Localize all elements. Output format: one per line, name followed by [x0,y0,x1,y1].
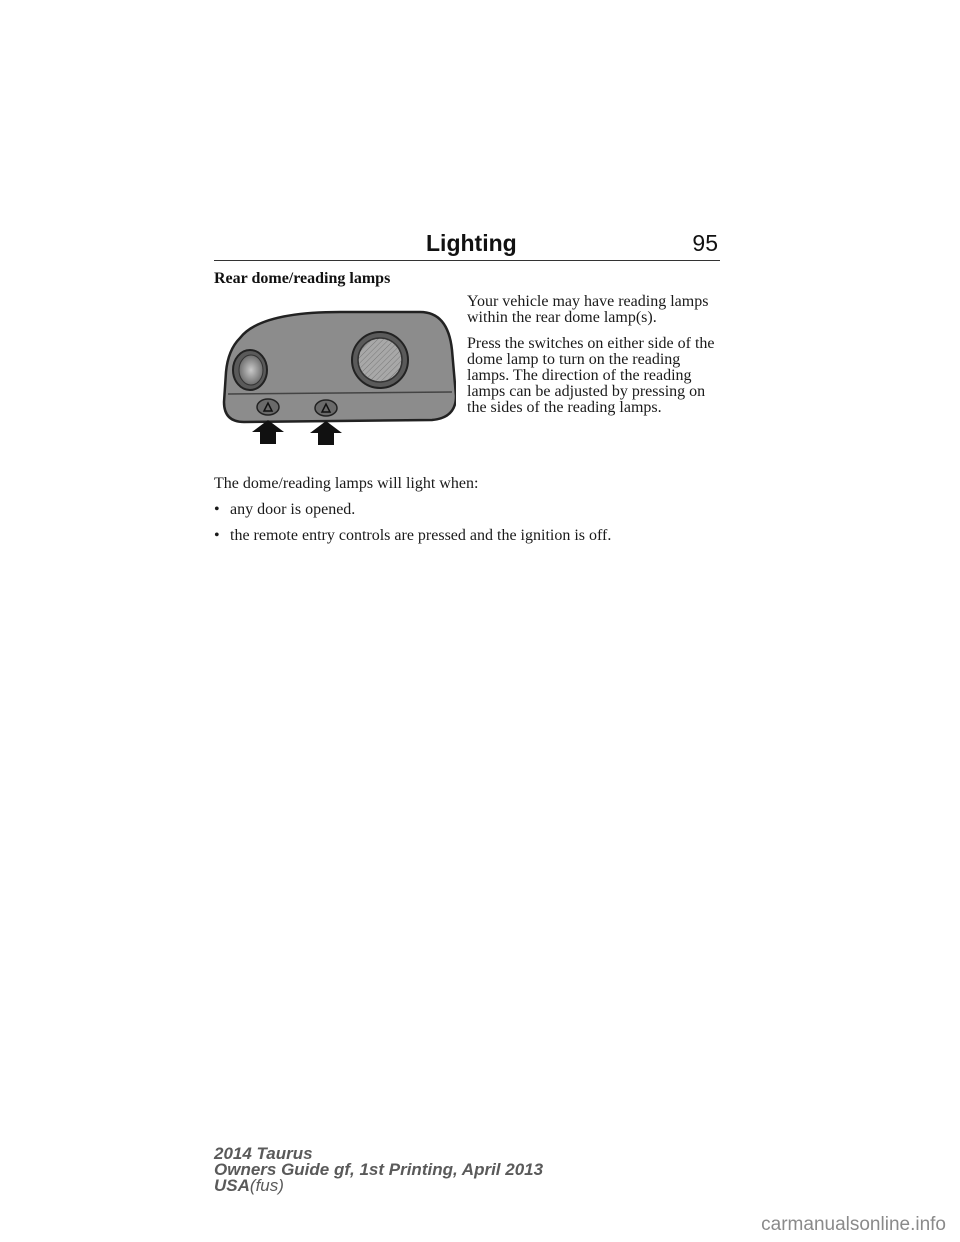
footer-line: Owners Guide gf, 1st Printing, April 2013 [214,1160,544,1179]
body-text [214,476,734,554]
side-description [467,294,723,426]
right-reading-lens [358,338,402,382]
paragraph: Press the switches on either side of the dome lamp to turn on the reading lamps. The direction of the reading lamps can be adjusted by pressing on the sides of the reading lamps. [467,335,715,416]
footer-region: USA [214,1176,250,1195]
section-heading: Rear dome/reading lamps [214,270,391,287]
up-arrow-icon [252,420,284,444]
list-item [214,528,734,544]
list-item-text: the remote entry controls are pressed and the ignition is off. [230,527,612,544]
left-reading-lens [239,355,263,385]
footer-line [214,1178,543,1194]
page-number: 95 [692,230,718,256]
dome-lamp-illustration [220,310,456,446]
list-item [214,502,734,518]
document-footer [214,1146,543,1194]
watermark: carmanualsonline.info [761,1214,946,1235]
page-header [214,226,720,261]
up-arrow-icon [310,421,342,445]
list-item-text: any door is opened. [230,501,356,518]
paragraph: Your vehicle may have reading lamps within the rear dome lamp(s). [467,293,709,326]
paragraph: The dome/reading lamps will light when: [214,475,479,492]
footer-line: 2014 Taurus [214,1144,313,1163]
chapter-title: Lighting [426,230,517,256]
bullet-icon: • [214,501,220,518]
bullet-icon: • [214,527,220,544]
footer-market-code: (fus) [249,1176,284,1195]
